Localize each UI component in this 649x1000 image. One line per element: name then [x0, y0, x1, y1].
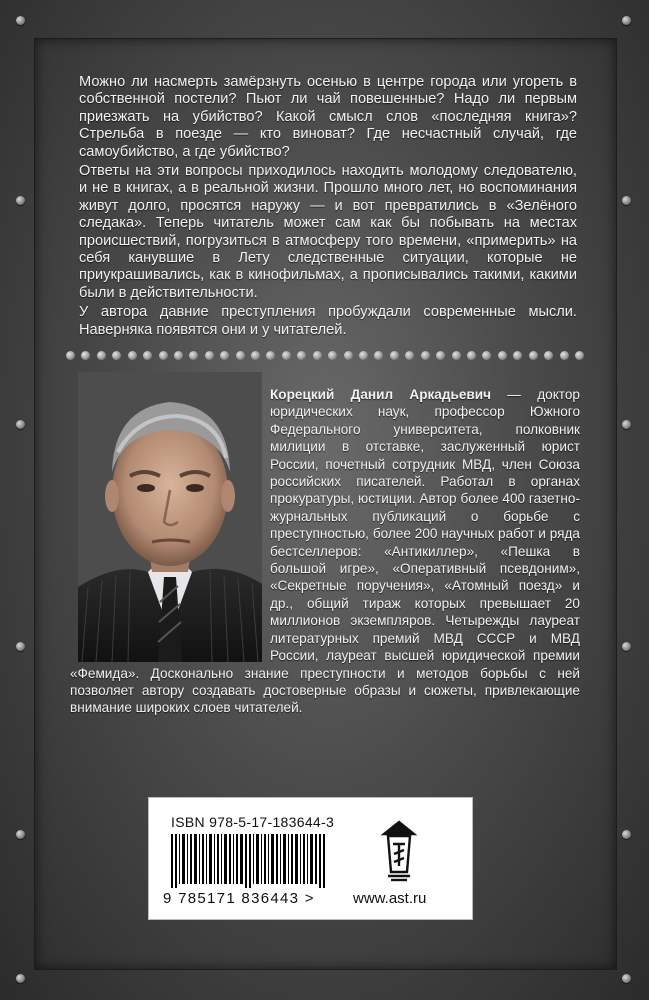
rivet: [16, 974, 25, 983]
author-name: Корецкий Данил Аркадьевич: [270, 387, 492, 402]
divider-dot: [81, 351, 90, 360]
divider-dot: [359, 351, 368, 360]
divider-dot: [436, 351, 445, 360]
divider-dot: [282, 351, 291, 360]
annotation-paragraph: Можно ли насмерть замёрзнуть осенью в центре города или угореть в собственной постели? Пьют ли чай повешенные? Надо ли первым приезжать на убийство? Какой смысл слов «последняя книга»? Стрельба в поезде — кто виноват? Где несчастный случай, где самоубийство, а где убийство?: [79, 74, 577, 160]
author-bio: [70, 386, 580, 717]
divider-dot: [143, 351, 152, 360]
rivet: [16, 196, 25, 205]
rivet: [16, 830, 25, 839]
divider-dot: [174, 351, 183, 360]
divider-dot: [128, 351, 137, 360]
divider-dot: [189, 351, 198, 360]
divider-dot: [266, 351, 275, 360]
rivet: [16, 16, 25, 25]
divider-dot: [513, 351, 522, 360]
ean-number: 9 785171 836443 >: [163, 890, 315, 907]
rivet: [622, 642, 631, 651]
divider-dot: [529, 351, 538, 360]
divider-dot: [97, 351, 106, 360]
annotation-paragraph: Ответы на эти вопросы приходилось находить молодому следователю, и не в книгах, а в реальной жизни. Прошло много лет, но воспоминания живут долго, просятся наружу — и вот превратились в «Зелёного следака». Теперь читатель может сам как бы побывать на местах происшествий, погрузиться в атмосферу того времени, «примерить» на себя канувшие в Лету следственные ситуации, которые не приукрашивались, как в кинофильмах, а прописывались такими, какими были в действительности.: [79, 163, 577, 301]
divider-dot: [390, 351, 399, 360]
rivet: [622, 196, 631, 205]
divider-dot: [405, 351, 414, 360]
author-bio-text: — доктор юридических наук, профессор Южного Федерального университета, полковник милиции в отставке, заслуженный юрист России, почетный сотрудник МВД, член Союза российских писателей. Работал в органах прокуратуры, юстиции. Автор более 400 газетно-журнальных публикаций о борьбе с преступностью, более 200 научных работ и ряда бестселлеров: «Антикиллер», «Пешка в большой игре», «Оперативный псевдоним», «Секретные поручения», «Атомный поезд» и др., общий тираж которых превышает 20 миллионов экземпляров. Четырежды лауреат литературных премий МВД СССР и МВД России, лауреат высшей юридической премии «Фемида». Досконально знание преступности и методов борьбы с ней позволяет автору создавать достоверные образы и сюжеты, привлекающие внимание широких слоев читателей.: [70, 387, 580, 716]
divider-dot: [575, 351, 584, 360]
barcode-icon: [171, 834, 331, 888]
divider-dot: [66, 351, 75, 360]
isbn-label: ISBN 978-5-17-183644-3: [171, 814, 335, 830]
publisher-website: www.ast.ru: [353, 890, 427, 907]
rivet-divider: [66, 348, 584, 362]
divider-dot: [452, 351, 461, 360]
divider-dot: [313, 351, 322, 360]
divider-dot: [205, 351, 214, 360]
rivet: [16, 420, 25, 429]
divider-dot: [421, 351, 430, 360]
divider-dot: [374, 351, 383, 360]
annotation-paragraph: У автора давние преступления пробуждали современные мысли. Наверняка появятся они и у читателей.: [79, 304, 577, 338]
rivet: [622, 830, 631, 839]
rivet: [622, 420, 631, 429]
divider-dot: [112, 351, 121, 360]
divider-dot: [328, 351, 337, 360]
lantern-logo-icon: [380, 820, 418, 884]
divider-dot: [544, 351, 553, 360]
divider-dot: [467, 351, 476, 360]
rivet: [622, 974, 631, 983]
divider-dot: [297, 351, 306, 360]
barcode-panel: [148, 797, 473, 920]
divider-dot: [560, 351, 569, 360]
divider-dot: [236, 351, 245, 360]
divider-dot: [251, 351, 260, 360]
divider-dot: [344, 351, 353, 360]
divider-dot: [220, 351, 229, 360]
divider-dot: [482, 351, 491, 360]
divider-dot: [498, 351, 507, 360]
rivet: [16, 642, 25, 651]
photo-spacer: [70, 386, 270, 658]
rivet: [622, 16, 631, 25]
divider-dot: [159, 351, 168, 360]
annotation-text: [79, 74, 577, 341]
